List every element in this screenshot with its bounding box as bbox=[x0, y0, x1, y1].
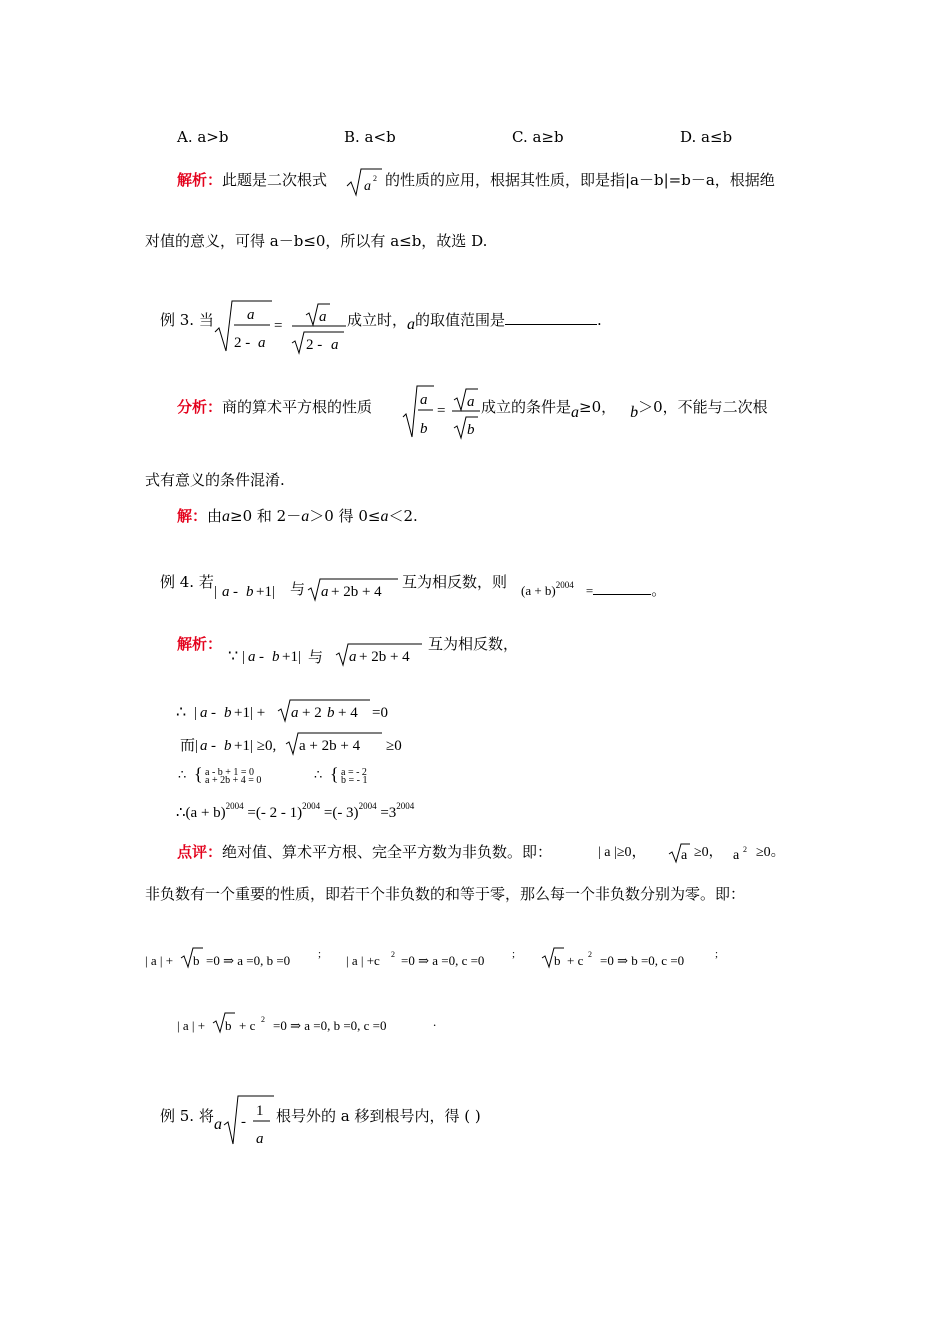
svg-text:而|: 而| bbox=[180, 738, 199, 754]
review-abs-cond: | a |≥0， bbox=[598, 844, 647, 860]
svg-text:;: ; bbox=[715, 948, 719, 960]
svg-text:2: 2 bbox=[588, 950, 592, 959]
svg-text:2 -: 2 - bbox=[306, 337, 323, 353]
analysis-label: 解析： bbox=[177, 635, 223, 653]
svg-text:=: = bbox=[274, 318, 283, 334]
svg-text:+ 4: + 4 bbox=[338, 705, 358, 721]
svg-text:+ 2b + 4: + 2b + 4 bbox=[359, 649, 410, 665]
ex3-solution: 解：由a≥0 和 2－a＞0 得 0≤a＜2. bbox=[177, 507, 418, 525]
ex4-solution-line2 bbox=[176, 697, 416, 723]
svg-text:b: b bbox=[554, 953, 561, 968]
svg-text:-: - bbox=[259, 649, 264, 665]
ex4-solution-line5: ∴(a + b)$^{2004}$ =(- 2 - 1)$^{2004}$ =(- $3)^{2004} =3^{2004}$ bbox=[176, 801, 415, 821]
ex3-mid: 成立时，a的取值范围是 . bbox=[347, 311, 602, 333]
svg-text:2: 2 bbox=[373, 174, 377, 183]
review-line1: 点评：绝对值、算术平方根、完全平方数为非负数。即： bbox=[177, 843, 553, 861]
ex3-lead: 例 3. 当 bbox=[160, 311, 214, 329]
svg-text:b: b bbox=[272, 649, 280, 665]
ex5-formula bbox=[214, 1093, 274, 1151]
svg-text:{: { bbox=[330, 764, 339, 784]
svg-text:+1| +: +1| + bbox=[234, 705, 266, 721]
svg-text:=0 ⇒ a =0, c =0: =0 ⇒ a =0, c =0 bbox=[401, 953, 485, 968]
svg-text:| a | +: | a | + bbox=[177, 1018, 206, 1033]
svg-text:+ 2b + 4: + 2b + 4 bbox=[331, 584, 382, 600]
solution-label: 解： bbox=[177, 507, 208, 525]
option-b: B. a<b bbox=[344, 128, 396, 146]
svg-text:=0 ⇒ a =0, b =0: =0 ⇒ a =0, b =0 bbox=[206, 953, 291, 968]
svg-text:b: b bbox=[224, 738, 232, 754]
svg-text:b: b bbox=[193, 953, 200, 968]
svg-text:∴: ∴ bbox=[178, 767, 187, 782]
svg-text:b: b bbox=[225, 1018, 232, 1033]
svg-text:2: 2 bbox=[261, 1015, 265, 1024]
svg-text:-: - bbox=[211, 705, 216, 721]
ex4-target-expr: $(a + b)^{2004}$ = 。 bbox=[521, 580, 667, 599]
quotient-sqrt-formula bbox=[402, 383, 480, 441]
svg-text:b: b bbox=[467, 422, 475, 438]
ex5-tail: 根号外的 a 移到根号内，得 ( ) bbox=[276, 1107, 481, 1125]
nonneg-formulas-line2 bbox=[177, 1011, 457, 1037]
option-c: C. a≥b bbox=[512, 128, 564, 146]
answer-blank[interactable] bbox=[593, 585, 651, 595]
option-a: A. a>b bbox=[177, 128, 229, 146]
svg-text:a: a bbox=[681, 848, 688, 863]
svg-text:b: b bbox=[327, 705, 335, 721]
review-square-value: ≥0。 bbox=[756, 845, 785, 860]
svg-text:{: { bbox=[194, 764, 203, 784]
svg-text:a: a bbox=[733, 848, 740, 863]
svg-text:+1| ≥0,: +1| ≥0, bbox=[234, 738, 277, 754]
svg-text:1: 1 bbox=[256, 1103, 264, 1119]
ex4-solution-tail: 互为相反数， bbox=[428, 635, 519, 653]
analysis-label: 分析： bbox=[177, 398, 223, 416]
svg-text:a: a bbox=[349, 649, 357, 665]
ex4-condition-formula bbox=[214, 576, 404, 604]
svg-text:b: b bbox=[224, 705, 232, 721]
nonneg-formulas-line1 bbox=[145, 945, 745, 971]
ex3-analysis-cont: 成立的条件是a≥0， b＞0，不能与二次根 bbox=[481, 398, 768, 421]
svg-text:+1|: +1| bbox=[282, 649, 301, 665]
svg-text:∴: ∴ bbox=[176, 704, 187, 721]
svg-text:=: = bbox=[437, 403, 446, 419]
svg-text:+ 2: + 2 bbox=[302, 705, 322, 721]
svg-text:∵: ∵ bbox=[228, 648, 239, 665]
svg-text:∴: ∴ bbox=[314, 767, 323, 782]
ex4-solution-line1 bbox=[228, 641, 428, 669]
svg-text:+ c: + c bbox=[239, 1018, 256, 1033]
svg-text:;: ; bbox=[318, 948, 322, 960]
svg-text:.: . bbox=[433, 1014, 437, 1029]
ex3-analysis-line2: 式有意义的条件混淆. bbox=[145, 471, 285, 489]
svg-text:2 -: 2 - bbox=[234, 335, 251, 351]
svg-text:-: - bbox=[211, 738, 216, 754]
svg-text:a: a bbox=[256, 1131, 264, 1147]
svg-text:-: - bbox=[241, 1114, 246, 1130]
ex5-lead: 例 5. 将 bbox=[160, 1107, 214, 1125]
ex4-solution-label bbox=[177, 634, 222, 654]
svg-text:a: a bbox=[364, 179, 371, 194]
svg-text:a: a bbox=[247, 307, 255, 323]
svg-text:|: | bbox=[194, 705, 198, 721]
review-line2: 非负数有一个重要的性质，即若干个非负数的和等于零，那么每一个非负数分别为零。即： bbox=[145, 885, 746, 903]
svg-text:=0 ⇒ b =0, c =0: =0 ⇒ b =0, c =0 bbox=[600, 953, 685, 968]
svg-text:a + 2b + 4: a + 2b + 4 bbox=[299, 738, 361, 754]
svg-text:a: a bbox=[331, 337, 339, 353]
ex4-solution-and: 与 bbox=[308, 648, 324, 666]
ex2-analysis-text2: 的性质的应用，根据其性质，即是指|a－b|=b－a，根据绝 bbox=[385, 171, 775, 189]
review-sqrt-cond: ≥0， bbox=[694, 845, 723, 860]
svg-text:a: a bbox=[200, 705, 208, 721]
svg-text:a: a bbox=[321, 584, 329, 600]
answer-blank[interactable] bbox=[505, 310, 597, 325]
sqrt-a-formula bbox=[668, 842, 690, 864]
svg-text:≥0: ≥0 bbox=[386, 738, 402, 754]
analysis-text: 此题是二次根式 bbox=[222, 171, 328, 189]
svg-text:-: - bbox=[233, 584, 238, 600]
ex3-formula bbox=[214, 298, 346, 356]
ex4-tail: 互为相反数，则 bbox=[402, 573, 508, 591]
svg-text:a: a bbox=[420, 392, 428, 408]
review-label: 点评： bbox=[177, 843, 223, 861]
ex2-analysis-line2: 对值的意义，可得 a－b≤0，所以有 a≤b，故选 D. bbox=[145, 232, 488, 250]
svg-text:a + 2b + 4 = 0: a + 2b + 4 = 0 bbox=[205, 775, 262, 786]
svg-text:a: a bbox=[222, 584, 230, 600]
ex3-analysis-line1: 分析：商的算术平方根的性质 bbox=[177, 398, 373, 416]
svg-text:| a | +: | a | + bbox=[145, 953, 174, 968]
analysis-label: 解析： bbox=[177, 171, 223, 189]
svg-text:2: 2 bbox=[391, 950, 395, 959]
svg-text:a: a bbox=[319, 309, 327, 325]
ex4-mid: 与 bbox=[290, 580, 306, 598]
sqrt-a-squared-formula bbox=[346, 166, 382, 198]
ex4-solution-line3 bbox=[180, 730, 430, 756]
svg-text:a: a bbox=[258, 335, 266, 351]
ex2-analysis-line1 bbox=[177, 170, 327, 190]
svg-text:| a | +c: | a | +c bbox=[346, 953, 380, 968]
ex4-solution-system bbox=[178, 764, 488, 786]
svg-text:b: b bbox=[246, 584, 254, 600]
svg-text:a - b + 1 = 0: a - b + 1 = 0 bbox=[205, 767, 255, 778]
svg-text:b: b bbox=[420, 421, 428, 437]
svg-text:a: a bbox=[248, 649, 256, 665]
svg-text:a = - 2: a = - 2 bbox=[341, 767, 367, 778]
svg-text:b = - 1: b = - 1 bbox=[341, 775, 368, 786]
svg-text:|: | bbox=[214, 584, 218, 600]
svg-text:a: a bbox=[200, 738, 208, 754]
svg-text:=0: =0 bbox=[372, 705, 388, 721]
option-d: D. a≤b bbox=[680, 128, 733, 146]
svg-text:=0 ⇒ a =0, b =0, c =0: =0 ⇒ a =0, b =0, c =0 bbox=[273, 1018, 387, 1033]
svg-text:|: | bbox=[242, 649, 246, 665]
svg-text:2: 2 bbox=[743, 845, 747, 854]
svg-text:a: a bbox=[291, 705, 299, 721]
svg-text:a: a bbox=[214, 1116, 222, 1133]
svg-text:+1|: +1| bbox=[256, 584, 275, 600]
svg-text:a: a bbox=[467, 394, 475, 410]
ex4-lead: 例 4. 若 bbox=[160, 573, 214, 591]
svg-text:;: ; bbox=[512, 948, 516, 960]
svg-text:+ c: + c bbox=[567, 953, 584, 968]
